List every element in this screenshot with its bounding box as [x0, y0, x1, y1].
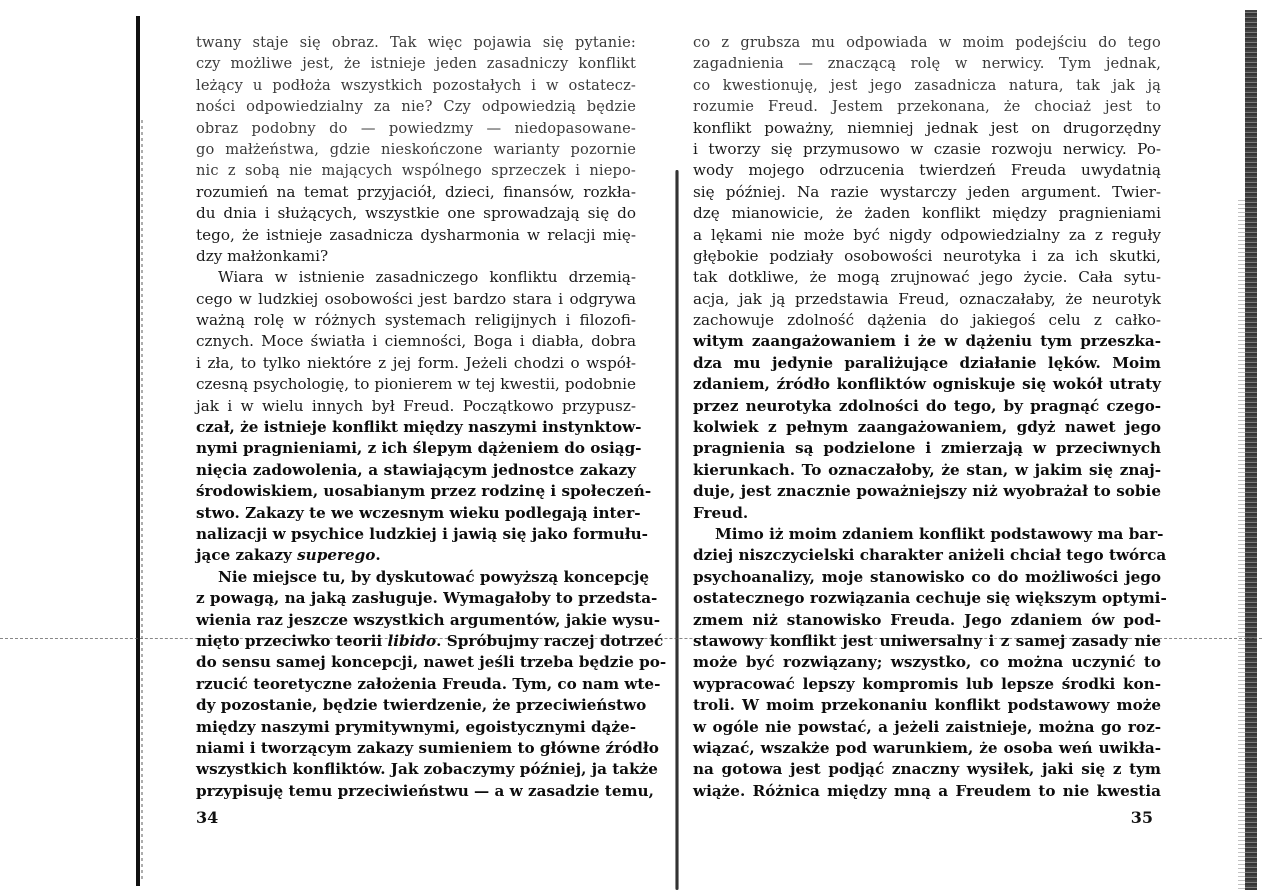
text-line-main: między naszymi prymitywnymi, egoistycznymi dąże- [196, 717, 636, 736]
text-line-main: co z grubsza mu odpowiada w moim podejściu do tego [693, 34, 1161, 51]
text-line [693, 460, 1161, 481]
left-page-body [196, 32, 667, 802]
text-line [196, 481, 652, 502]
text-line [196, 353, 636, 374]
text-line-main: głębokie podziały osobowości neurotyka i za ich skutki, [693, 246, 1161, 265]
text-line-main: leżący u podłoża wszystkich pozostałych i w ostatecz- [196, 76, 636, 94]
text-line [196, 267, 636, 288]
text-line [693, 610, 1161, 631]
text-line [196, 96, 636, 117]
text-line [693, 738, 1161, 759]
text-line-main: dy pozostanie, będzie twierdzenie, że przeciwieństwo [196, 696, 647, 715]
text-line [693, 631, 1161, 652]
text-line-main: acja, jak ją przedstawia Freud, oznaczałaby, że neurotyk [693, 289, 1161, 308]
text-line-main: ności odpowiedzialny za nie? Czy odpowiedzią będzie [196, 98, 636, 116]
text-line-main: czesną psychologię, to pionierem w tej kwestii, podobnie [196, 375, 636, 394]
text-line-main: du dnia i służących, wszystkie one sprowadzają się do [196, 204, 636, 223]
text-line [196, 310, 636, 331]
text-line [196, 75, 636, 96]
text-line [693, 674, 1161, 695]
text-line-main: do sensu samej koncepcji, nawet jeśli trzeba będzie po- [196, 653, 667, 672]
text-line-main: ważną rolę w różnych systemach religijnych i filozofi- [196, 311, 636, 330]
text-line [196, 396, 636, 417]
text-line-main: nięto przeciwko teorii [196, 631, 388, 650]
book-gutter [675, 170, 679, 890]
text-line [196, 759, 658, 780]
text-line-main: stwo. Zakazy te we wczesnym wieku podlegają inter- [196, 503, 641, 522]
text-line-main: co kwestionuję, jest jego zasadnicza natura, tak jak ją [693, 76, 1161, 94]
text-line [196, 139, 636, 160]
text-line-main: troli. W moim przekonaniu konflikt podstawowy może [693, 696, 1161, 715]
text-line-main: przypisuję temu przeciwieństwu — a w zasadzie temu, [196, 781, 654, 800]
text-line-main: i zła, to tylko niektóre z jej form. Jeżeli chodzi o współ- [196, 353, 636, 372]
text-line-main: Wiara w istnienie zasadniczego konfliktu drzemią- [218, 268, 636, 287]
text-line [196, 674, 661, 695]
text-line-main: i tworzy się przymusowo w czasie rozwoju nerwicy. Po- [693, 139, 1161, 158]
text-line [196, 118, 636, 139]
text-line-main: nic z sobą nie mających wspólnego sprzeczek i niepo- [196, 162, 636, 180]
text-line [196, 567, 650, 588]
text-line [693, 75, 1161, 96]
text-line-main: nymi pragnieniami, z ich ślepym dążeniem do osiąg- [196, 439, 642, 458]
text-line [196, 588, 658, 609]
text-line [693, 310, 1161, 331]
text-line [693, 524, 1164, 545]
text-line-main: czy możliwe jest, że istnieje jeden zasadniczy konflikt [196, 55, 636, 73]
right-page-body [693, 32, 1167, 802]
text-line [693, 118, 1161, 139]
text-line-main: Nie miejsce tu, by dyskutować powyższą koncepcję [218, 567, 650, 586]
text-line-main: konflikt poważny, niemniej jednak jest on drugorzędny [693, 118, 1161, 137]
text-line [693, 417, 1161, 438]
text-line-main: tego, że istnieje zasadnicza dysharmonia w relacji mię- [196, 225, 636, 244]
text-line [693, 32, 1161, 53]
text-line [196, 182, 636, 203]
text-line [693, 588, 1167, 609]
text-line [196, 717, 636, 738]
text-line-main: duje, jest znacznie poważniejszy niż wyobrażał to sobie [693, 482, 1161, 501]
text-line [693, 182, 1161, 203]
text-line-main: twany staje się obraz. Tak więc pojawia się pytanie: [196, 34, 636, 51]
text-line-main: rozumie Freud. Jestem przekonana, że chociaż jest to [693, 98, 1161, 116]
text-line [693, 503, 1161, 524]
text-line-main: w ogóle nie powstać, a jeżeli zaistnieje, można go roz- [693, 717, 1161, 736]
text-line-main: niami i tworzącym zakazy sumieniem to główne źródło [196, 738, 659, 757]
text-line [693, 374, 1161, 395]
text-line-main: kolwiek z pełnym zaangażowaniem, gdyż nawet jego [693, 418, 1161, 437]
text-line [196, 738, 659, 759]
text-line-main: jące zakazy [196, 546, 298, 565]
text-line [196, 652, 667, 673]
text-line-main: środowiskiem, uosabianym przez rodzinę i społeczeń- [196, 482, 652, 501]
text-line-main: wiązać, wszakże pod warunkiem, że osoba weń uwikła- [693, 738, 1161, 757]
text-line [693, 289, 1161, 310]
text-line-main: obraz podobny do — powiedzmy — niedopasowane- [196, 119, 636, 137]
text-line [693, 695, 1161, 716]
text-line-main: zdaniem, źródło konfliktów ogniskuje się wokół utraty [693, 375, 1161, 394]
text-line-main: jak i w wielu innych był Freud. Początkowo przypusz- [196, 396, 636, 415]
text-line-main: dzy małżonkami? [196, 246, 329, 265]
text-line [196, 53, 636, 74]
text-line [196, 417, 642, 438]
text-line-main: stawowy konflikt jest uniwersalny i z samej zasady nie [693, 631, 1161, 650]
text-line-main: przez neurotyka zdolności do tego, by pragnąć czego- [693, 396, 1161, 415]
text-line [693, 545, 1167, 566]
text-line [693, 203, 1161, 224]
text-line-main: dzę mianowicie, że żaden konflikt między pragnieniami [693, 204, 1161, 223]
text-line-main: zachowuje zdolność dążenia do jakiegoś celu z całko- [693, 311, 1161, 330]
text-line-main: pragnienia są podzielone i zmierzają w przeciwnych [693, 439, 1161, 458]
text-line [693, 652, 1161, 673]
italic-term: superego [297, 546, 376, 565]
text-line [693, 759, 1161, 780]
text-line-main: zagadnienia — znaczącą rolę w nerwicy. Tym jednak, [693, 55, 1161, 73]
left-page-edge-shadow [141, 120, 143, 880]
text-line-main: wienia raz jeszcze wszystkich argumentów, jakie wysu- [196, 610, 661, 629]
text-line-tail: . Spróbujmy raczej dotrzeć [436, 631, 664, 650]
text-line [693, 267, 1161, 288]
text-line [693, 139, 1161, 160]
text-line-main: psychoanalizy, moje stanowisko co do możliwości jego [693, 567, 1161, 586]
text-line-main: a lękami nie może być nigdy odpowiedzialny za z reguły [693, 225, 1161, 244]
text-line-main: na gotowa jest podjąć znaczny wysiłek, jaki się z tym [693, 760, 1161, 779]
text-line-main: cznych. Moce światła i ciemności, Boga i diabła, dobra [196, 332, 636, 351]
text-line [196, 781, 654, 802]
text-line-main: nięcia zadowolenia, a stawiającym jednostce zakazy [196, 460, 636, 479]
text-line [693, 331, 1161, 352]
text-line [196, 631, 664, 652]
text-line [196, 524, 648, 545]
text-line [196, 460, 636, 481]
text-line-main: go małżeństwa, gdzie nieskończone warianty pozornie [196, 140, 636, 158]
text-line [693, 717, 1161, 738]
text-line-main: dziej niszczycielski charakter aniżeli chciał tego twórca [693, 546, 1167, 565]
text-line [196, 203, 636, 224]
text-line [693, 53, 1161, 74]
text-line [693, 438, 1161, 459]
text-line [693, 481, 1161, 502]
text-line-main: nalizacji w psychice ludzkiej i jawią się jako formułu- [196, 524, 648, 543]
text-line-main: Mimo iż moim zdaniem konflikt podstawowy ma bar- [715, 524, 1164, 543]
text-line [196, 695, 647, 716]
text-line-main: wypracować lepszy kompromis lub lepsze środki kon- [693, 674, 1161, 693]
text-line [196, 32, 636, 53]
text-line-main: dza mu jedynie paraliżujące działanie lęków. Moim [693, 353, 1161, 372]
right-page-edge [1245, 10, 1257, 890]
text-line [196, 225, 636, 246]
text-line [693, 246, 1161, 267]
text-line-main: rzucić teoretyczne założenia Freuda. Tym, co nam wte- [196, 674, 661, 693]
text-line [693, 567, 1161, 588]
text-line [693, 225, 1161, 246]
text-line [196, 374, 636, 395]
page-number-right: 35 [1130, 808, 1153, 827]
text-line-main: się później. Na razie wystarczy jeden argument. Twier- [693, 182, 1161, 201]
text-line-main: wszystkich konfliktów. Jak zobaczymy później, ja także [196, 760, 658, 779]
left-page-edge [136, 16, 140, 886]
text-line [196, 289, 636, 310]
text-line-main: z powagą, na jaką zasługuje. Wymagałoby to przedsta- [196, 589, 658, 608]
text-line [196, 438, 642, 459]
text-line-main: witym zaangażowaniem i że w dążeniu tym przeszka- [693, 332, 1161, 351]
text-line-main: Freud. [693, 503, 749, 522]
text-line-main: tak dotkliwe, że mogą zrujnować jego życie. Cała sytu- [693, 268, 1161, 287]
text-line [693, 781, 1161, 802]
text-line-main: czał, że istnieje konflikt między naszymi instynktow- [196, 418, 642, 437]
text-line [196, 246, 636, 267]
text-line [196, 331, 636, 352]
text-line [693, 353, 1161, 374]
text-line [196, 610, 661, 631]
text-line-main: może być rozwiązany; wszystko, co można uczynić to [693, 653, 1161, 672]
text-line-main: ostatecznego rozwiązania cechuje się większym optymi- [693, 589, 1167, 608]
text-line [693, 96, 1161, 117]
text-line [196, 545, 636, 566]
text-line [196, 503, 641, 524]
text-line [693, 396, 1161, 417]
text-line-main: cego w ludzkiej osobowości jest bardzo stara i odgrywa [196, 289, 636, 308]
italic-term: libido [387, 631, 437, 650]
text-line-main: wody mojego odrzucenia twierdzeń Freuda uwydatnią [693, 161, 1161, 180]
text-line-main: kierunkach. To oznaczałoby, że stan, w jakim się znaj- [693, 460, 1161, 479]
right-page-edge-shadow [1238, 200, 1245, 890]
text-line [693, 160, 1161, 181]
page-number-left: 34 [196, 808, 219, 827]
text-line [196, 160, 636, 181]
text-line-tail: . [375, 546, 381, 565]
text-line-main: zmem niż stanowisko Freuda. Jego zdaniem ów pod- [693, 610, 1161, 629]
text-line-main: wiąże. Różnica między mną a Freudem to nie kwestia [693, 781, 1161, 800]
text-line-main: rozumień na temat przyjaciół, dzieci, finansów, rozkła- [196, 182, 636, 201]
